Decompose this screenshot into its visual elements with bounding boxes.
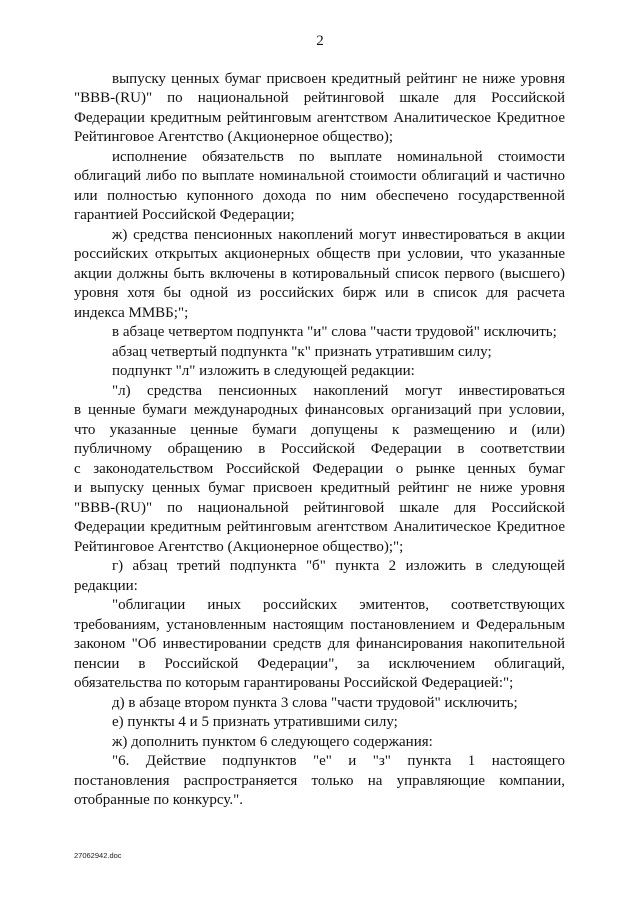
text-line: Федерации кредитным рейтинговым агентством Аналитическое Кредитное (74, 109, 565, 126)
page-number: 2 (316, 33, 324, 49)
text-line: Рейтинговое Агентство (Акционерное общество); (74, 129, 393, 145)
text-line: отобранные по конкурсу.". (74, 792, 243, 808)
paragraph (74, 596, 565, 694)
paragraph (74, 382, 565, 558)
paragraph (74, 226, 565, 324)
paragraph (74, 733, 565, 753)
text-line: законом "Об инвестировании средств для финансирования накопительной (74, 636, 565, 652)
text-line: е) пункты 4 и 5 признать утратившими силу; (112, 714, 398, 730)
text-line: требованиям, установленным настоящим постановлением и Федеральным (74, 616, 565, 633)
paragraph (74, 70, 565, 148)
text-line: "л) средства пенсионных накоплений могут инвестироваться (112, 382, 565, 399)
text-line: в абзаце четвертом подпункта "и" слова "части трудовой" исключить; (112, 324, 557, 340)
text-line: с законодательством Российской Федерации о рынке ценных бумаг (74, 460, 565, 477)
text-line: "6. Действие подпунктов "е" и "з" пункта 1 настоящего (112, 753, 565, 769)
text-line: пенсии в Российской Федерации", за исключением облигаций, (74, 655, 565, 672)
text-line: "облигации иных российских эмитентов, соответствующих (112, 597, 565, 613)
text-line: ж) дополнить пунктом 6 следующего содержания: (112, 733, 433, 750)
file-name: 27062942.doc (74, 851, 122, 860)
text-line: обязательства по которым гарантированы Российской Федерацией:"; (74, 675, 514, 691)
text-line: уровня хотя бы одной из российских бирж или в список для расчета (74, 285, 565, 301)
paragraph (74, 694, 565, 714)
paragraph (74, 557, 565, 596)
text-line: д) в абзаце втором пункта 3 слова "части трудовой" исключить; (112, 694, 518, 711)
text-line: "BBB-(RU)" по национальной рейтинговой шкале для Российской (74, 90, 565, 106)
paragraph (74, 343, 565, 363)
text-line: постановления распространяется только на управляющие компании, (74, 772, 565, 789)
text-line: или полностью купонного дохода по ним обеспечено государственной (74, 187, 565, 204)
text-line: в ценные бумаги международных финансовых организаций при условии, (74, 402, 565, 418)
text-line: что указанные ценные бумаги допущены к размещению и (или) (74, 421, 565, 438)
paragraph (74, 362, 565, 382)
paragraph (74, 752, 565, 811)
text-line: ж) средства пенсионных накоплений могут инвестироваться в акции (112, 226, 565, 243)
text-line: г) абзац третий подпункта "б" пункта 2 изложить в следующей (112, 558, 565, 574)
text-line: российских открытых акционерных обществ при условии, что указанные (74, 246, 565, 262)
paragraph (74, 713, 565, 733)
paragraph (74, 323, 565, 343)
text-line: редакции: (74, 577, 138, 594)
document-body (74, 70, 565, 811)
text-line: Федерации кредитным рейтинговым агентством Аналитическое Кредитное (74, 519, 565, 535)
text-line: индекса ММВБ;"; (74, 304, 189, 321)
text-line: публичному обращению в Российской Федерации в соответствии (74, 441, 565, 457)
text-line: выпуску ценных бумаг присвоен кредитный рейтинг не ниже уровня (112, 70, 565, 87)
text-line: и выпуску ценных бумаг присвоен кредитный рейтинг не ниже уровня (74, 480, 565, 496)
text-line: подпункт "л" изложить в следующей редакции: (112, 363, 415, 379)
text-line: исполнение обязательств по выплате номинальной стоимости (112, 148, 565, 165)
text-line: "BBB-(RU)" по национальной рейтинговой шкале для Российской (74, 499, 565, 516)
text-line: облигаций либо по выплате номинальной стоимости облигаций и частично (74, 168, 565, 184)
text-line: абзац четвертый подпункта "к" признать утратившим силу; (112, 343, 492, 360)
text-line: Рейтинговое Агентство (Акционерное общество);"; (74, 538, 404, 555)
text-line: гарантией Российской Федерации; (74, 207, 295, 223)
paragraph (74, 148, 565, 226)
text-line: акции должны быть включены в котировальный список первого (высшего) (74, 265, 565, 282)
